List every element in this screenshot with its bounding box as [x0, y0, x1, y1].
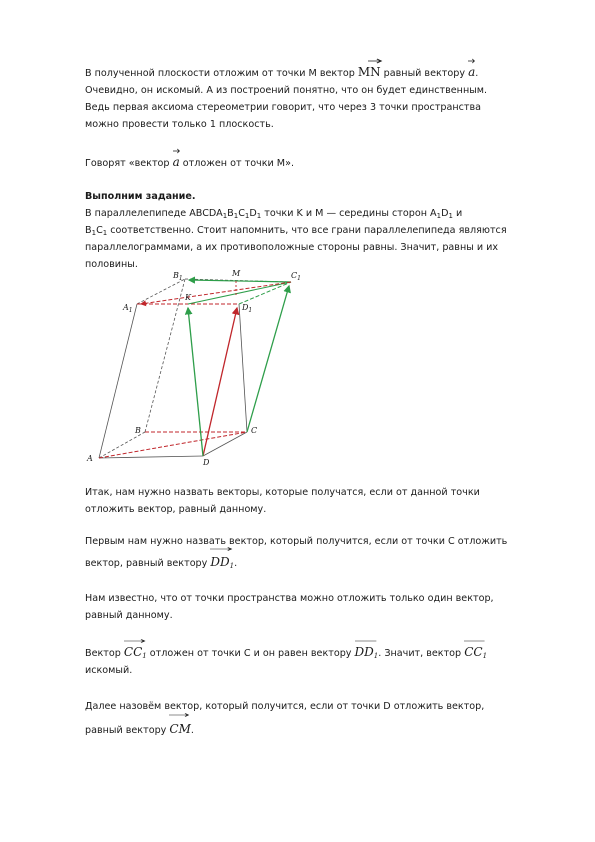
text: B	[227, 208, 234, 219]
vector-a	[173, 154, 180, 171]
subscript: 1	[233, 212, 239, 220]
text: В параллелепипеде ABCDA	[85, 208, 223, 219]
edge-d1c1	[239, 282, 291, 304]
vector-dd1	[203, 308, 237, 456]
vector-a	[468, 64, 475, 81]
vector-cm	[169, 718, 190, 740]
vector-mn	[358, 64, 381, 81]
subscript: 1	[229, 562, 235, 570]
arrow-icon	[355, 638, 379, 642]
label-c1: $C_1$	[291, 271, 301, 282]
label-d: D	[203, 458, 210, 466]
subscript: 1	[256, 212, 262, 220]
label-a1: $A_1$	[123, 303, 133, 314]
paragraph-answer-1	[85, 644, 525, 679]
arrow-icon	[169, 712, 190, 716]
text: отложен от точки C и он равен вектору	[146, 648, 355, 659]
subscript: 1	[91, 229, 97, 237]
edge-a1b1	[137, 279, 185, 304]
text: можно провести только 1 плоскость.	[85, 119, 274, 130]
text: Ведь первая аксиома стереометрии говорит, что через 3 точки пространства	[85, 102, 482, 113]
vector-label: DD	[210, 555, 230, 569]
text: C	[96, 225, 103, 236]
text: равный вектору	[85, 725, 170, 736]
vector-label: a	[468, 65, 476, 79]
edge-d1c	[239, 304, 247, 432]
label-d1: $D_1$	[242, 303, 253, 314]
text: Первым нам нужно назвать вектор, который получится, если от точки C отложить	[85, 536, 508, 547]
subscript: 1	[373, 652, 379, 660]
subscript: 1	[448, 212, 453, 220]
text: равный вектору	[380, 68, 469, 79]
text: D	[249, 208, 257, 219]
text: вектор, равный вектору	[85, 558, 211, 569]
edge-ab	[99, 432, 145, 458]
text: и	[452, 208, 463, 219]
arrow-icon	[124, 638, 147, 642]
label-b: B	[135, 426, 141, 435]
text: Вектор	[85, 648, 124, 659]
text: .	[190, 725, 194, 736]
edge-ad	[99, 456, 203, 458]
subscript: 1	[244, 212, 250, 220]
text: Говорят «вектор	[85, 158, 173, 169]
parallelepiped-diagram	[85, 266, 305, 466]
text: .	[234, 558, 238, 569]
vector-label: CC	[123, 645, 143, 659]
section-heading: Выполним задание.	[85, 191, 196, 202]
text: D	[441, 208, 449, 219]
text: Итак, нам нужно назвать векторы, которые получатся, если от данной точки	[85, 487, 480, 498]
text: равный данному.	[85, 610, 173, 621]
arrow-icon	[468, 58, 475, 62]
subscript: 1	[222, 212, 228, 220]
text: . Значит, вектор	[378, 648, 465, 659]
vector-dd1	[210, 552, 234, 572]
text: B	[85, 225, 92, 236]
text: отложен от точки M».	[179, 158, 295, 169]
paragraph-next	[85, 696, 525, 742]
vector-cc1	[247, 286, 289, 432]
vector-cc1	[124, 644, 147, 661]
label-k: K	[185, 293, 191, 302]
paragraph-goal	[85, 484, 525, 518]
vector-label: CC	[464, 645, 483, 659]
paragraph-first	[85, 532, 525, 574]
vector-c1a1	[141, 282, 291, 304]
text: Очевидно, он искомый. А из построений понятно, что он будет единственным.	[85, 85, 488, 96]
text: Нам известно, что от точки пространства можно отложить только один вектор,	[85, 593, 494, 604]
subscript: 1	[436, 212, 442, 220]
vector-label: MN	[357, 65, 381, 79]
vector-dd1	[355, 644, 379, 661]
text: Далее назовём вектор, который получится, если от точки D отложить вектор,	[85, 701, 485, 712]
arrow-icon	[210, 546, 234, 550]
text: отложить вектор, равный данному.	[85, 504, 267, 515]
text: точки K и M — середины сторон A	[261, 208, 437, 219]
text: параллелограммами, а их противоположные стороны равны. Значит, равны и их	[85, 242, 499, 253]
segment-kc1	[188, 282, 291, 304]
text: искомый.	[85, 665, 133, 676]
vector-label: DD	[354, 645, 374, 659]
vector-label: CM	[169, 722, 191, 736]
text: C	[238, 208, 245, 219]
text: .	[475, 68, 479, 79]
paragraph-rule	[85, 590, 525, 624]
label-a: A	[87, 454, 93, 463]
parallelepiped-svg	[85, 266, 305, 466]
paragraph-definition	[85, 154, 525, 172]
text: В полученной плоскости отложим от точки M вектор	[85, 68, 358, 79]
paragraph-task	[85, 188, 525, 273]
vector-label: a	[172, 155, 180, 169]
text: половины.	[85, 259, 138, 270]
subscript: 1	[482, 652, 488, 660]
vector-cc1	[464, 644, 487, 661]
label-m: M	[232, 269, 241, 278]
vector-dk	[188, 308, 203, 456]
edge-aa1	[99, 304, 137, 458]
label-b1: $B_1$	[173, 271, 183, 282]
arrow-icon	[464, 638, 487, 642]
label-c: C	[251, 426, 258, 435]
edge-bb1	[145, 279, 185, 432]
arrow-icon	[368, 58, 383, 62]
text: соответственно. Стоит напомнить, что все грани параллелепипеда являются	[107, 225, 507, 236]
paragraph-intro	[85, 64, 525, 133]
subscript: 1	[142, 652, 147, 660]
arrow-icon	[173, 148, 180, 152]
subscript: 1	[102, 229, 108, 237]
